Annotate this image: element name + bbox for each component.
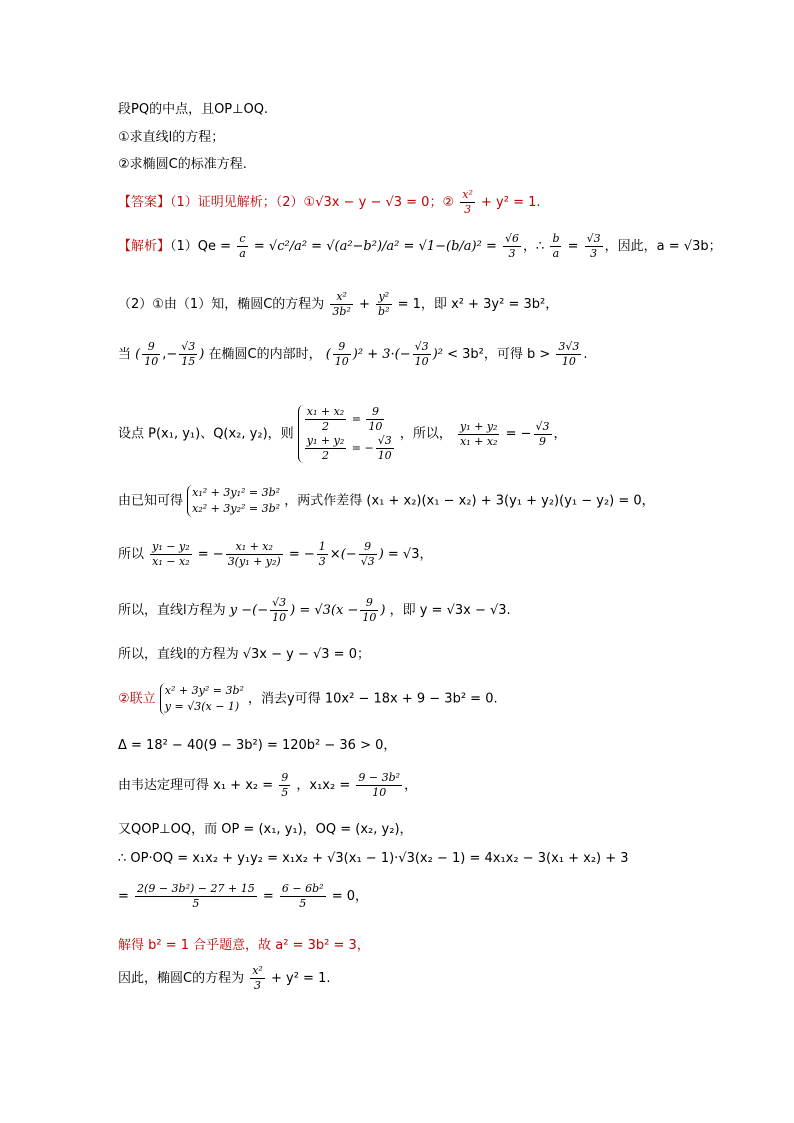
frac-s3-9: $\frac{√3}{9}$ xyxy=(535,419,550,448)
text: 由已知可得 xyxy=(118,493,184,509)
coef: 3· xyxy=(382,347,395,362)
analysis-line-12: 又QOP⊥OQ，而 OP = (x₁, y₁)，OQ = (x₂, y₂)， xyxy=(118,822,413,837)
text: 在椭圆C的内部时， xyxy=(208,347,322,362)
line-ellipse-system: x² + 3y² = 3b² y = √3(x − 1) xyxy=(160,683,244,715)
subquestion-1: ①求直线l的方程； xyxy=(118,130,225,145)
frac-3s3-10: $\frac{3√3}{10}$ xyxy=(558,340,580,368)
analysis-line-5 xyxy=(118,485,655,517)
analysis-line-11: 由韦达定理可得 x₁ + x₂ = $\frac{9}{5}$ ，x₁x₂ = $\frac{\text{9 − 3b²}}{10}$ ， xyxy=(118,771,418,799)
analysis-line-2: （2）①由（1）知，椭圆C的方程为 $\frac{\text{x²}}{\text{3b²}}$ + $\frac{\text{y²}}{\text{b²}}$ = 1，即 x² + 3y² = 3b²， xyxy=(118,290,559,318)
answer-fraction: $\frac{\text{x²}}{3}$ xyxy=(462,188,473,216)
text: 所以 xyxy=(118,547,145,562)
analysis-line-14: = $\frac{\text{2(9 − 3b²) − 27 + 15}}{5}$ = $\frac{\text{6 − 6b²}}{5}$ = 0， xyxy=(118,882,368,910)
text: ，所以， xyxy=(399,426,452,442)
analysis-line-8: 所以，直线l的方程为 √3x − y − √3 = 0； xyxy=(118,647,370,662)
text: 当 xyxy=(118,347,132,362)
frac-s3-15: $\frac{√3}{15}$ xyxy=(181,340,196,368)
problem-line: 段PQ的中点，且OP⊥OQ. xyxy=(118,102,269,117)
analysis-line-10: Δ = 18² − 40(9 − 3b²) = 120b² − 36 > 0， xyxy=(118,738,397,753)
text: < 3b²，可得 b > xyxy=(447,347,551,362)
frac-sqrt3-3: $\frac{√3}{3}$ xyxy=(586,232,601,260)
text: 所以，直线l方程为 xyxy=(118,603,226,618)
sqrt-expr-2: √(a²−b²)/a² xyxy=(326,239,400,254)
analysis-tag: 【解析】 xyxy=(118,239,171,254)
midpoint-system: $\frac{\text{x₁ + x₂}}{2}$ = $\frac{9}{10}$ $\frac{\text{y₁ + y₂}}{2}$ = − $\frac{√3}{10}$ xyxy=(298,405,396,463)
analysis-line-9 xyxy=(118,683,498,715)
frac-sqrt6-3: $\frac{√6}{3}$ xyxy=(505,232,520,260)
text: = 0， xyxy=(331,889,368,904)
text: ，即 y = √3x − √3. xyxy=(389,603,511,618)
text: 因此，椭圆C的方程为 xyxy=(118,971,245,986)
text: = √3， xyxy=(387,547,433,562)
ellipse-system: x₁² + 3y₁² = 3b² x₂² + 3y₂² = 3b² xyxy=(187,485,280,517)
analysis-line-16 xyxy=(118,964,330,993)
frac-9-10: $\frac{9}{10}$ xyxy=(144,340,159,368)
frac-x2-3-final: $\frac{\text{x²}}{3}$ xyxy=(252,964,263,992)
therefore: ，∴ xyxy=(523,239,545,254)
analysis-line-7: 所以，直线l方程为 y −(− $\frac{√3}{10}$ ) = √3(x − $\frac{9}{10}$ ) ，即 y = √3x − √3. xyxy=(118,596,511,624)
frac-calc: $\frac{\text{2(9 − 3b²) − 27 + 15}}{5}$ xyxy=(137,882,255,910)
frac-sy-sx: $\frac{\text{y₁ + y₂}}{\text{x₁ + x₂}}$ xyxy=(460,419,498,448)
analysis-line-13: ∴ OP·OQ = x₁x₂ + y₁y₂ = x₁x₂ + √3(x₁ − 1)·√3(x₂ − 1) = 4x₁x₂ − 3(x₁ + x₂) + 3 xyxy=(118,851,629,866)
analysis-line-15: 解得 b² = 1 合乎题意，故 a² = 3b² = 3， xyxy=(118,938,370,953)
frac-x2-3b2: $\frac{\text{x²}}{\text{3b²}}$ xyxy=(332,290,351,318)
conclusion: ，因此，a = √3b； xyxy=(604,239,722,254)
text: ②联立 xyxy=(118,691,156,707)
frac-sx-3sy: $\frac{\text{x₁ + x₂}}{\text{3(y₁ + y₂)}}$ xyxy=(227,540,281,568)
answer-body: （1）证明见解析；（2）①√3x − y − √3 = 0；② xyxy=(170,195,455,210)
analysis-line-3: 当 ( $\frac{9}{10}$ ,− $\frac{√3}{15}$ ) 在椭圆C的内部时， ( $\frac{9}{10}$ )² + 3·(− $\frac{√3}{10}$ )² < 3b²，可得 b > $\frac{3√3}{10}$ . xyxy=(118,340,588,368)
text: 由韦达定理可得 x₁ + x₂ = xyxy=(118,778,274,793)
text: ，消去y可得 10x² − 18x + 9 − 3b² = 0. xyxy=(248,691,498,707)
text: （2）①由（1）知，椭圆C的方程为 xyxy=(118,297,325,312)
frac-1-3: $\frac{1}{3}$ xyxy=(318,540,326,568)
subquestion-2: ②求椭圆C的标准方程. xyxy=(118,157,247,172)
analysis-line-4: 设点 P(x₁, y₁)、Q(x₂, y₂)，则 $\frac{\text{x₁ + x₂}}{2}$ = $\frac{9}{10}$ $\frac{\text{y₁ + y₂}}{2}$ = − $\frac{√3}{10}$ ，所以， $\frac{\text{y₁ + y₂}}{\text{x₁ + x₂}}$ = − $\frac{√3}{9}$ ， xyxy=(118,405,567,462)
answer-line xyxy=(118,188,541,217)
text: = 1，即 x² + 3y² = 3b²， xyxy=(397,297,559,312)
frac-b-a: $\frac{b}{a}$ xyxy=(552,232,560,260)
eq-text: （1）Qe = xyxy=(170,239,232,254)
frac-9-5: $\frac{9}{5}$ xyxy=(281,771,289,799)
text: = xyxy=(118,889,129,904)
analysis-line-1: 【解析】（1）Qe = $\frac{c}{a}$ = √c²/a² = √(a²−b²)/a² = √1−(b/a)² = $\frac{√6}{3}$ ，∴ $\frac{b}{a}$ = $\frac{√3}{3}$ ，因此，a = √3b； xyxy=(118,232,722,260)
frac-y2-b2: $\frac{\text{y²}}{\text{b²}}$ xyxy=(378,290,390,318)
sqrt-expr-1: √c²/a² xyxy=(268,239,308,254)
text: ，两式作差得 (x₁ + x₂)(x₁ − x₂) + 3(y₁ + y₂)(y₁ − y₂) = 0， xyxy=(284,493,655,509)
answer-tail: + y² = 1. xyxy=(481,195,541,210)
answer-tag: 【答案】 xyxy=(118,195,171,210)
frac-dy-dx: $\frac{\text{y₁ − y₂}}{\text{x₁ − x₂}}$ xyxy=(152,540,190,568)
frac-c-a: $\frac{c}{a}$ xyxy=(239,232,246,260)
sqrt-expr-3: √1−(b/a)² xyxy=(418,239,482,254)
text: + y² = 1. xyxy=(270,971,331,986)
frac-s3-10: $\frac{√3}{10}$ xyxy=(414,340,429,368)
text: ，x₁x₂ = xyxy=(296,778,351,793)
frac-9-s3: $\frac{9}{√3}$ xyxy=(360,540,375,568)
analysis-line-6: 所以 $\frac{\text{y₁ − y₂}}{\text{x₁ − x₂}}$ = − $\frac{\text{x₁ + x₂}}{\text{3(y₁ + y₂)}}$ = − $\frac{1}{3}$ ×(− $\frac{9}{√3}$ ) = √3， xyxy=(118,540,433,568)
frac-66b: $\frac{\text{6 − 6b²}}{5}$ xyxy=(281,882,324,910)
text: 设点 P(x₁, y₁)、Q(x₂, y₂)，则 xyxy=(118,426,294,442)
frac-9-10b: $\frac{9}{10}$ xyxy=(334,340,349,368)
frac-93b-10: $\frac{\text{9 − 3b²}}{10}$ xyxy=(358,771,401,799)
